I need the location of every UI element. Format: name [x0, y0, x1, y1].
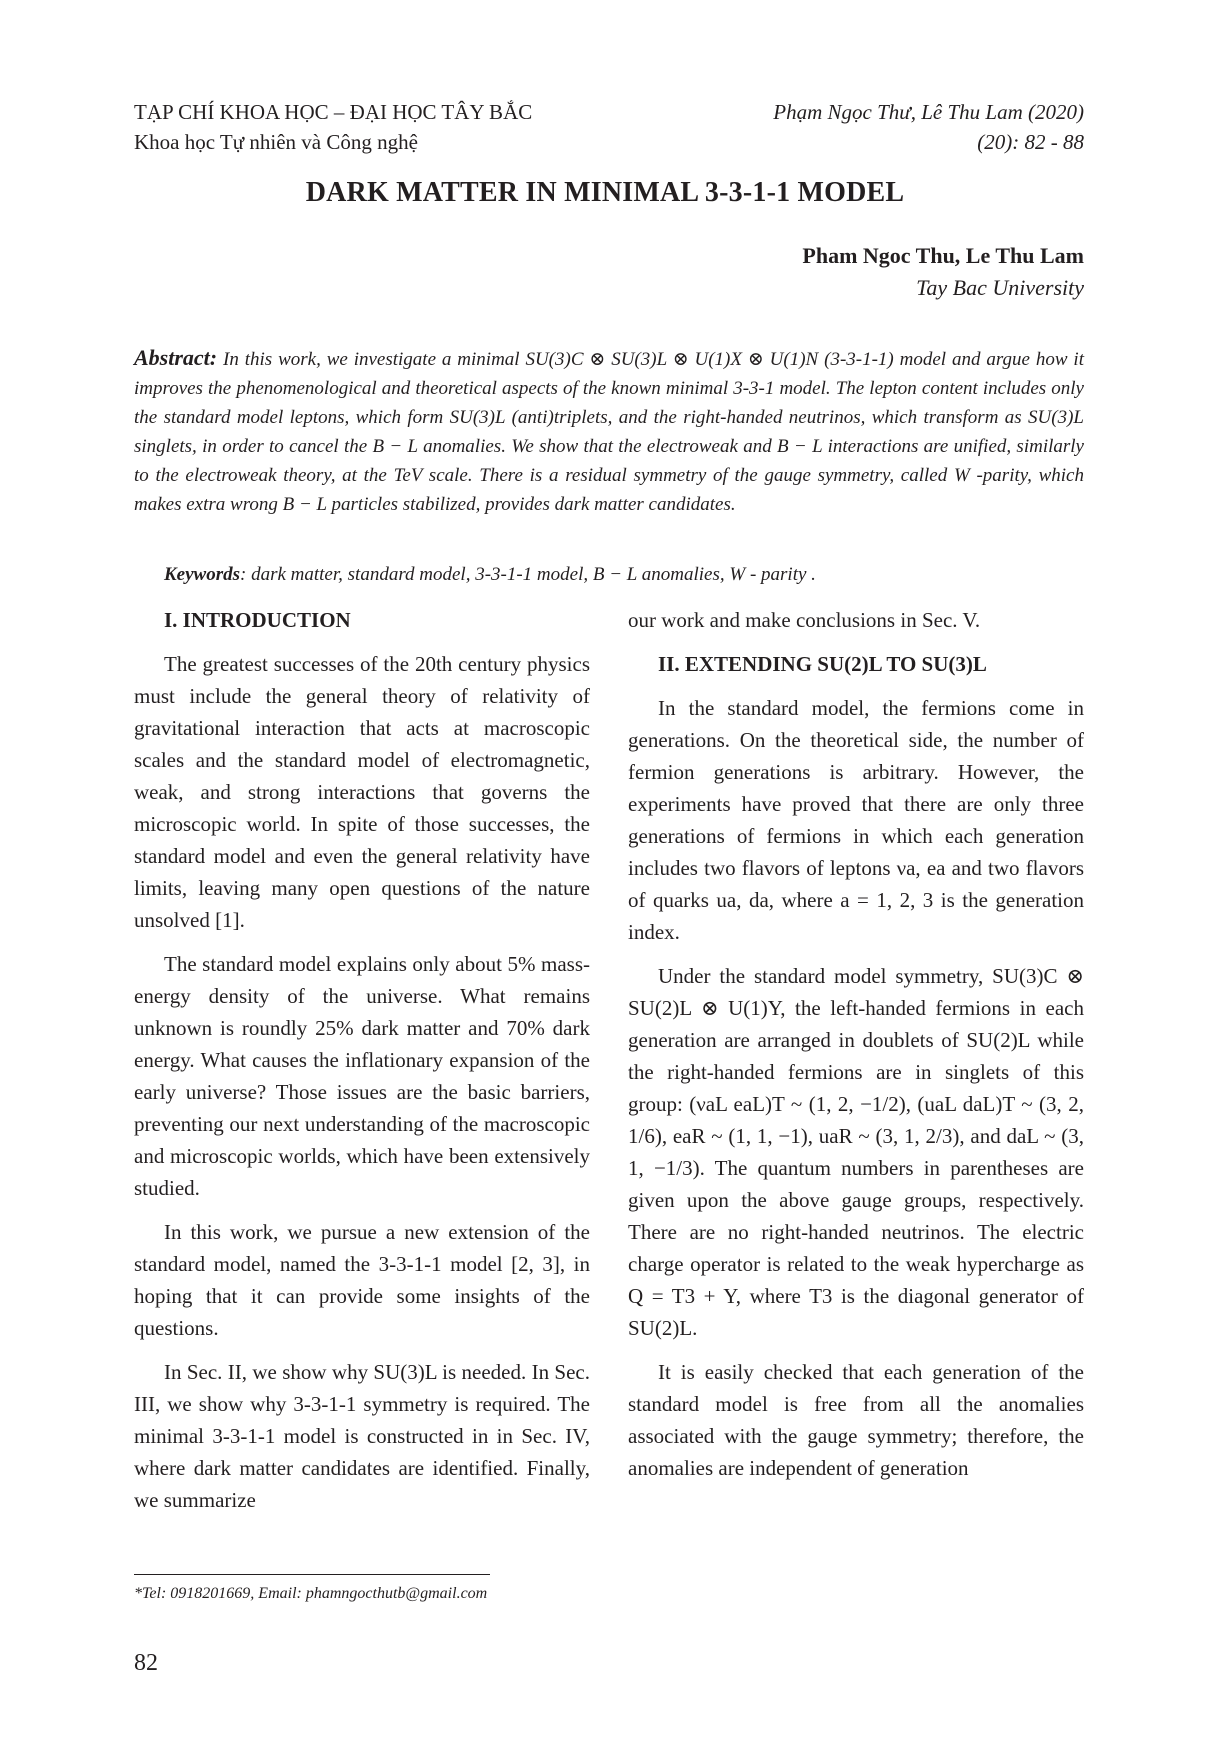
- abstract-label: Abstract:: [134, 345, 218, 370]
- keywords-label: Keywords: [164, 564, 240, 585]
- journal-section: Khoa học Tự nhiên và Công nghệ: [134, 130, 418, 154]
- journal-name: TẠP CHÍ KHOA HỌC – ĐẠI HỌC TÂY BẮC: [134, 100, 533, 124]
- right-column: [628, 604, 1084, 1496]
- authors: Pham Ngoc Thu, Le Thu Lam: [802, 243, 1084, 268]
- paragraph-continuation: our work and make conclusions in Sec. V.: [628, 608, 981, 632]
- paragraph: It is easily checked that each generation of the standard model is free from all the anomalies associated with the gauge symmetry; therefore, the anomalies are independent of generation: [628, 1360, 1084, 1480]
- abstract-text: In this work, we investigate a minimal SU(3)C ⊗ SU(3)L ⊗ U(1)X ⊗ U(1)N (3-3-1-1) model and argue how it improves the phenomenological and theoretical aspects of the known minimal 3-3-1 model. The lepton content includes only the standard model leptons, which form SU(3)L (anti)triplets, and the right-handed neutrinos, which transform as SU(3)L singlets, in order to cancel the B − L anomalies. We show that the electroweak and B − L interactions are unified, similarly to the electroweak theory, at the TeV scale. There is a residual symmetry of the gauge symmetry, called W -parity, which makes extra wrong B − L particles stabilized, provides dark matter candidates.: [134, 349, 1084, 515]
- citation-issue: (20): 82 - 88: [977, 130, 1084, 154]
- footnote: *Tel: 0918201669, Email: phamngocthutb@gmail.com: [134, 1585, 488, 1602]
- paragraph: Under the standard model symmetry, SU(3)C ⊗ SU(2)L ⊗ U(1)Y, the left-handed fermions in each generation are arranged in doublets of SU(2)L while the right-handed fermions are in singlets of this group: (νaL eaL)T ~ (1, 2, −1/2), (uaL daL)T ~ (3, 2, 1/6), eaR ~ (1, 1, −1), uaR ~ (3, 1, 2/3), and daL ~ (3, 1, −1/3). The quantum numbers in parentheses are given upon the above gauge groups, respectively. There are no right-handed neutrinos. The electric charge operator is related to the weak hypercharge as Q = T3 + Y, where T3 is the diagonal generator of SU(2)L.: [628, 964, 1084, 1340]
- paragraph: The greatest successes of the 20th century physics must include the general theory of relativity of gravitational interaction that acts at macroscopic scales and the standard model of electromagnetic, weak, and strong interactions that governs the microscopic world. In spite of those successes, the standard model and even the general relativity have limits, leaving many open questions of the nature unsolved [1].: [134, 652, 590, 932]
- paragraph: In Sec. II, we show why SU(3)L is needed. In Sec. III, we show why 3-3-1-1 symmetry is required. The minimal 3-3-1-1 model is constructed in in Sec. IV, where dark matter candidates are identified. Finally, we summarize: [134, 1360, 590, 1512]
- paragraph: In the standard model, the fermions come in generations. On the theoretical side, the number of fermion generations is arbitrary. However, the experiments have proved that there are only three generations of fermions in which each generation includes two flavors of leptons νa, ea and two flavors of quarks ua, da, where a = 1, 2, 3 is the generation index.: [628, 696, 1084, 944]
- left-column: [134, 604, 590, 1528]
- abstract: [134, 343, 1084, 519]
- paragraph: In this work, we pursue a new extension of the standard model, named the 3-3-1-1 model [2, 3], in hoping that it can provide some insights of the questions.: [134, 1220, 590, 1340]
- keywords-text: : dark matter, standard model, 3-3-1-1 model, B − L anomalies, W - parity .: [240, 564, 816, 585]
- paper-title: DARK MATTER IN MINIMAL 3-3-1-1 MODEL: [305, 177, 905, 208]
- paragraph: The standard model explains only about 5% mass-energy density of the universe. What remains unknown is roundly 25% dark matter and 70% dark energy. What causes the inflationary expansion of the early universe? Those issues are the basic barriers, preventing our next understanding of the macroscopic and microscopic worlds, which have been extensively studied.: [134, 952, 590, 1200]
- footnote-rule: [134, 1574, 490, 1575]
- citation-authors: Phạm Ngọc Thư, Lê Thu Lam (2020): [773, 100, 1084, 124]
- affiliation: Tay Bac University: [916, 275, 1084, 300]
- section-heading-introduction: I. INTRODUCTION: [164, 608, 351, 632]
- page-number: 82: [134, 1650, 158, 1676]
- keywords: [164, 560, 1084, 589]
- section-heading-extending: II. EXTENDING SU(2)L TO SU(3)L: [658, 652, 987, 676]
